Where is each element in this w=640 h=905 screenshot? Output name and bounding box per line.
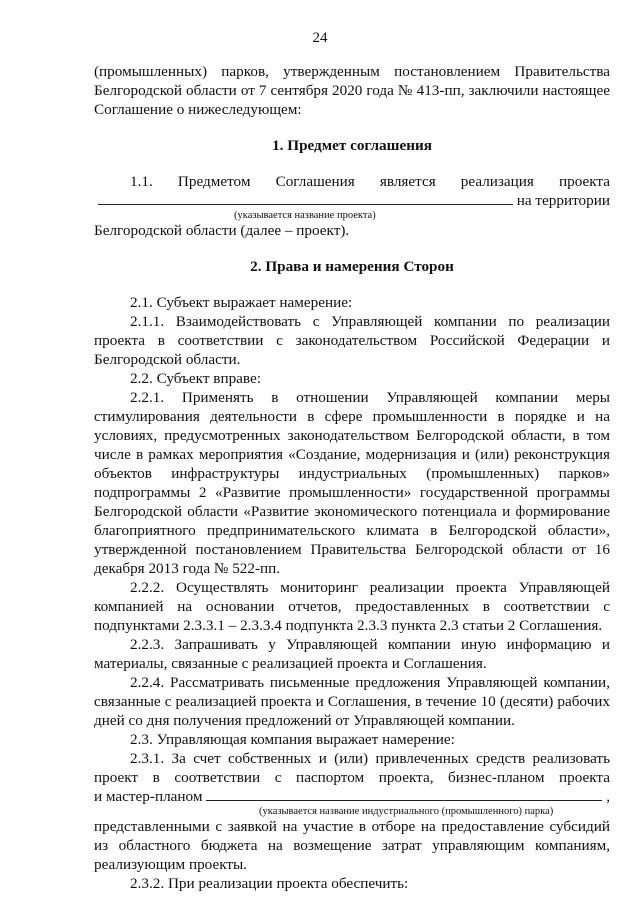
intro-line-3: Соглашение о нижеследующем: (94, 101, 302, 118)
clause-2-3-1-rest: представленными с заявкой на участие в отборе на предоставление субсидий из областного бюджета на возмещение затрат управляющим компаниям, реализующим проекты. (94, 818, 610, 873)
clause-2-1-1: 2.1.1. Взаимодействовать с Управляющей компании по реализации проекта в соответствии с законодательством Российской Федерации и Белгородской области. (94, 313, 610, 368)
park-name-hint: (указывается название индустриального (промышленного) парка) (259, 806, 554, 817)
clause-2-3-1-line-3 (94, 787, 610, 806)
clause-2-3: 2.3. Управляющая компания выражает намерение: (130, 731, 455, 748)
document-body (94, 62, 610, 893)
project-name-hint: (указывается название проекта) (234, 210, 376, 221)
clause-2-3-2: 2.3.2. При реализации проекта обеспечить: (130, 875, 409, 892)
clause-2-2-1: 2.2.1. Применять в отношении Управляющей компании меры стимулирования деятельности в сфере промышленности в порядке и на условиях, предусмотренных законодательством Белгородской области, в том числе в рамках мероприятия «Создание, модернизация и (или) реконструкция объектов инфраструктуры индустриальных (промышленных) парков» подпрограммы 2 «Развитие промышленности» государственной программы Белгородской области «Развитие экономического потенциала и формирование благоприятного предпринимательского климата в Белгородской области», утвержденной постановлением Правительства Белгородской области от 16 декабря 2013 года № 522-пп. (94, 389, 610, 577)
clause-2-3-1-line-3-end: , (606, 788, 610, 805)
clause-2-3-1-line-3-start: и мастер-планом (94, 788, 203, 805)
intro-line-1: (промышленных) парков, утвержденным постановлением Правительства (94, 63, 610, 80)
section-1-heading: 1. Предмет соглашения (272, 137, 432, 154)
park-name-blank (206, 799, 602, 801)
intro-line-2: Белгородской области от 7 сентября 2020 года № 413-пп, заключили настоящее (94, 82, 610, 99)
clause-1-1-line-3: Белгородской области (далее – проект). (94, 222, 350, 239)
clause-2-2-4: 2.2.4. Рассматривать письменные предложения Управляющей компании, связанные с реализацией проекта и Соглашения, в течение 10 (десяти) рабочих дней со дня получения предложений от Управляющей компании. (94, 674, 610, 729)
page-number: 24 (312, 30, 328, 46)
clause-2-3-1-line-1: 2.3.1. За счет собственных и (или) привлеченных средств реализовать (130, 750, 610, 767)
clause-2-3-1-line-2: проект в соответствии с паспортом проекта, бизнес-планом проекта (94, 769, 610, 786)
clause-2-2-2: 2.2.2. Осуществлять мониторинг реализации проекта Управляющей компанией на основании отчетов, предоставленных в соответствии с подпунктами 2.3.3.1 – 2.3.3.4 подпункта 2.3.3 пункта 2.3 статьи 2 Соглашения. (94, 579, 610, 634)
clause-2-2: 2.2. Субъект вправе: (130, 370, 261, 387)
clause-1-1-line-1: 1.1. Предметом Соглашения является реализация проекта (130, 173, 610, 190)
clause-1-1-line-2 (94, 191, 610, 210)
project-name-blank (98, 203, 513, 205)
clause-2-1: 2.1. Субъект выражает намерение: (130, 294, 353, 311)
clause-2-2-3: 2.2.3. Запрашивать у Управляющей компании иную информацию и материалы, связанные с реализацией проекта и Соглашения. (94, 636, 610, 672)
section-2-heading: 2. Права и намерения Сторон (250, 258, 454, 275)
clause-1-1-tail: на территории (516, 192, 610, 209)
